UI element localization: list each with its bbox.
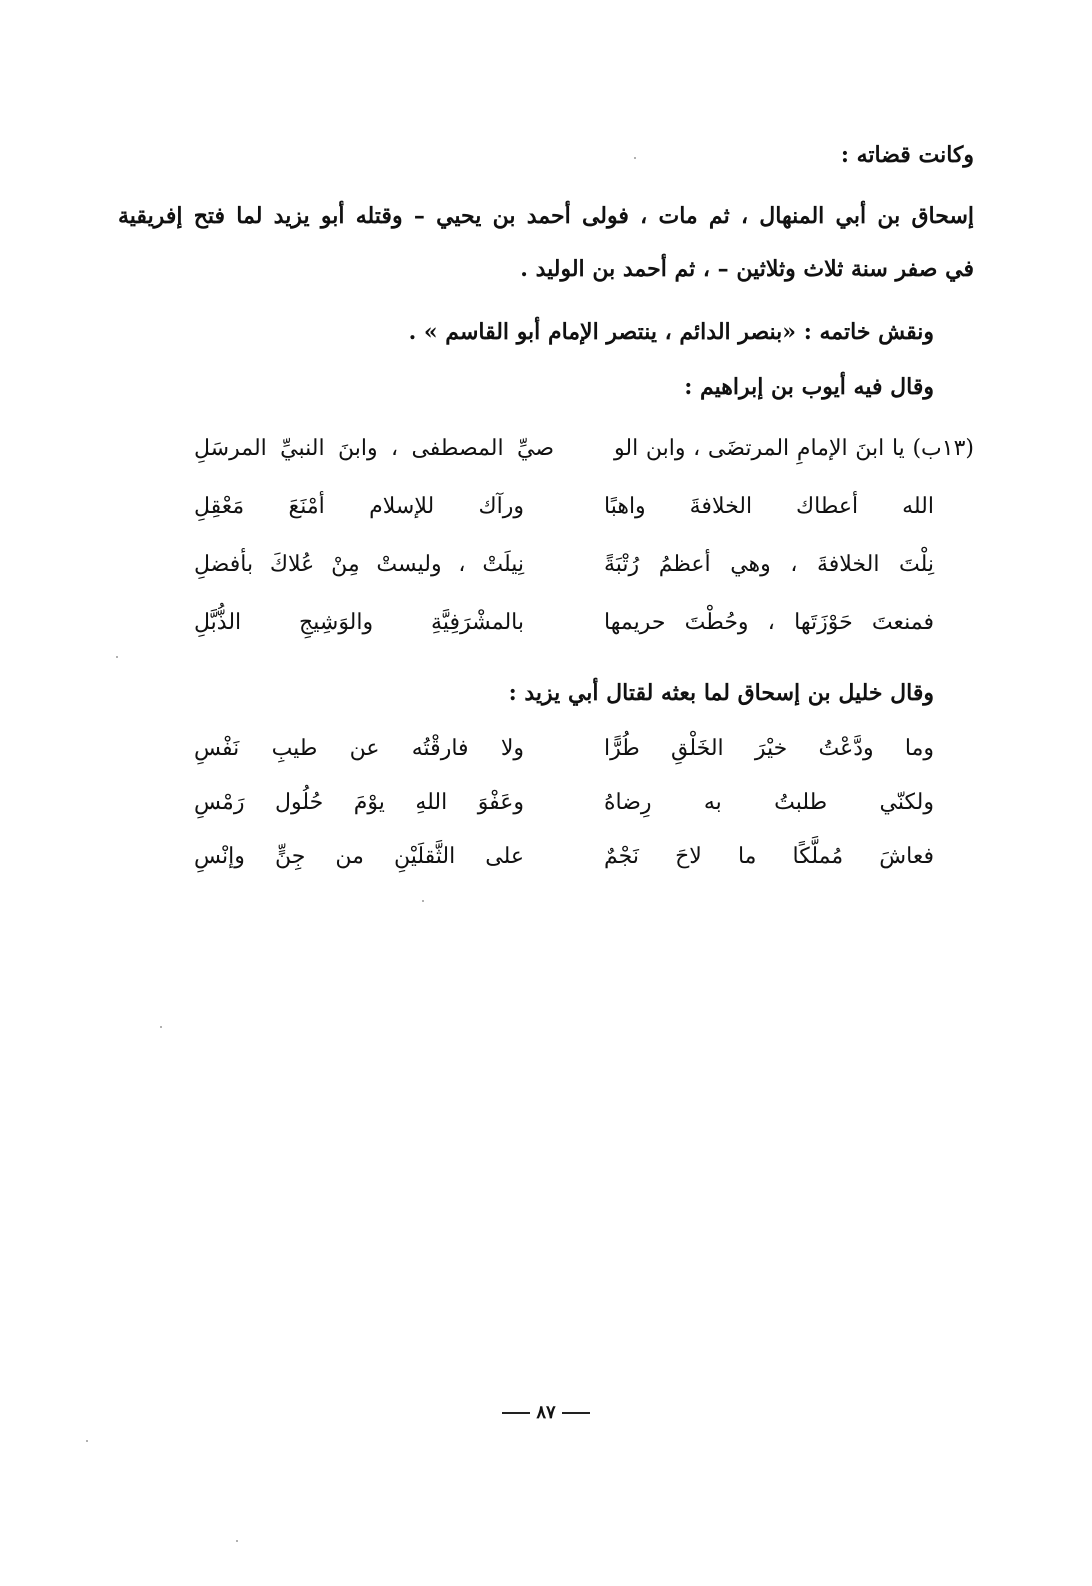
naqsh-line: ونقش خاتمه : «بنصر الدائم ، ينتصر الإمام أبو القاسم » . (408, 319, 934, 345)
verse-first-hemistich: (١٣ب) يا ابنَ الإمامِ المرتضَى ، وابن الو (614, 436, 974, 461)
verse-second-hemistich: ولا فارقْتُه عن طيبِ نَفْسِ (194, 736, 524, 761)
scan-speck (634, 157, 636, 159)
verse-second-hemistich: بالمشْرَفِيَّةِ والوَشِيجِ الذُّبَّلِ (194, 610, 524, 635)
page-number: ٨٧ (0, 1402, 1092, 1423)
verse-label: (١٣ب) (912, 436, 974, 461)
dash-left (562, 1412, 590, 1414)
scan-speck (236, 1540, 238, 1542)
verse-second-hemistich: على الثَّقلَيْنِ من جِنٍّ وإنْسِ (194, 844, 524, 869)
verse-first-hemistich: فعاشَ مُملَّكًا ما لاحَ نَجْمٌ (604, 844, 934, 869)
scan-speck (86, 1440, 88, 1442)
verse-second-hemistich: صيِّ المصطفى ، وابنَ النبيِّ المرسَلِ (194, 436, 554, 461)
verse-first-hemistich: فمنعتَ حَوْزَتَها ، وحُطْتَ حريمها (604, 610, 934, 635)
poem-verse (194, 606, 934, 640)
qudat-line-2: في صفر سنة ثلاث وثلاثين – ، ثم أحمد بن الوليد . (520, 256, 974, 282)
dash-right (502, 1412, 530, 1414)
ayyub-intro: وقال فيه أيوب بن إبراهيم : (684, 374, 934, 400)
khalil-intro: وقال خليل بن إسحاق لما بعثه لقتال أبي يزيد : (508, 680, 934, 706)
verse-second-hemistich: ورآك للإسلام أمْنَعَ مَعْقِلِ (194, 494, 524, 519)
verse-first-hemistich: وما ودَّعْتُ خيْرَ الخَلْقِ طُرًّا (604, 736, 934, 761)
scan-speck (116, 656, 118, 658)
poem-verse (194, 786, 934, 820)
scan-speck (160, 1026, 162, 1028)
verse-first-hemistich: ولكنّي طلبتُ به رِضاهُ (604, 790, 934, 815)
poem-verse (194, 432, 974, 466)
verse-first-hemistich: نِلْتَ الخلافةَ ، وهي أعظمُ رُتْبَةً (604, 552, 934, 577)
scan-speck (422, 900, 424, 902)
verse-second-hemistich: وعَفْوَ اللهِ يوْمَ حُلُول رَمْسِ (194, 790, 524, 815)
verse-first-hemistich: الله أعطاك الخلافةَ واهبًا (604, 494, 934, 519)
verse-second-hemistich: نِيلَتْ ، وليستْ مِنْ عُلاكَ بأفضلِ (194, 552, 524, 577)
poem-verse (194, 840, 934, 874)
poem-verse (194, 732, 934, 766)
poem-verse (194, 548, 934, 582)
qudat-heading: وكانت قضاته : (840, 142, 974, 168)
poem-verse (194, 490, 934, 524)
qudat-line-1: إسحاق بن أبي المنهال ، ثم مات ، فولى أحمد بن يحيي – وقتله أبو يزيد لما فتح إفريقية (118, 203, 974, 229)
